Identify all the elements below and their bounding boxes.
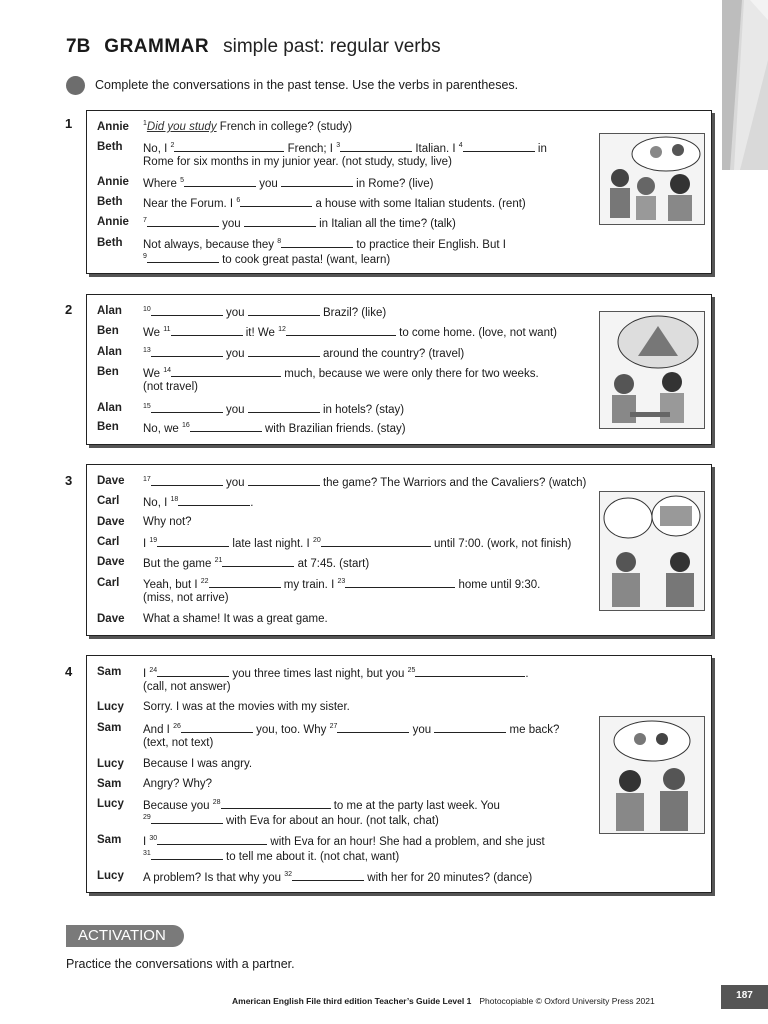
dialogue-line: Lucy Sorry. I was at the movies with my sister. (97, 701, 350, 713)
answer-blank[interactable] (321, 535, 431, 547)
illustration-brazil-trip (599, 311, 705, 429)
answer-blank[interactable] (209, 576, 281, 588)
footer (232, 996, 655, 1006)
answer-blank[interactable] (171, 365, 281, 377)
footer-book-title: American English File third edition Teacher’s Guide Level 1 (232, 996, 472, 1006)
activation-label: ACTIVATION (66, 925, 184, 947)
answer-blank[interactable] (151, 304, 223, 316)
answer-blank[interactable] (248, 345, 320, 357)
dialogue-line: Sam I $^{30}$ with Eva for an hour! She had a problem, and she just (97, 834, 545, 848)
footer-copyright: Photocopiable © Oxford University Press 2021 (479, 996, 655, 1006)
answer-blank[interactable] (147, 215, 219, 227)
answer-blank[interactable] (415, 665, 525, 677)
answer-blank[interactable] (281, 175, 353, 187)
dialogue-line: Sam And I $^{26}$ you, too. Why $^{27}$ you me back? (97, 722, 560, 736)
answer-blank[interactable] (222, 555, 294, 567)
conversation-box-1 (86, 110, 712, 274)
answer-blank[interactable] (184, 175, 256, 187)
corner-decoration (722, 0, 768, 170)
answer-blank[interactable] (286, 324, 396, 336)
dialogue-line: Beth Near the Forum. I $^6$ a house with some Italian students. (rent) (97, 196, 526, 210)
example-answer: Did you study (146, 121, 217, 133)
dialogue-line: Dave What a shame! It was a great game. (97, 613, 328, 625)
page-title (66, 36, 441, 58)
section-label: GRAMMAR (104, 36, 210, 57)
dialogue-line: Annie $^7$ you in Italian all the time? (talk) (97, 216, 456, 230)
dialogue-line: $^{29}$ with Eva for about an hour. (not talk, chat) (143, 814, 439, 827)
illustration-couple-argument (599, 716, 705, 834)
dialogue-line: (miss, not arrive) (143, 592, 229, 604)
answer-blank[interactable] (434, 721, 506, 733)
answer-blank[interactable] (221, 797, 331, 809)
unit-code: 7B (66, 36, 91, 57)
dialogue-line: Alan $^{13}$ you around the country? (travel) (97, 346, 465, 360)
dialogue-line: Lucy Because I was angry. (97, 758, 253, 770)
dialogue-line: Carl No, I $^{18}$ . (97, 495, 254, 509)
dialogue-line: Rome for six months in my junior year. (not study, study, live) (143, 156, 452, 168)
section-number: 3 (65, 473, 73, 488)
dialogue-line: $^{31}$ to tell me about it. (not chat, want) (143, 850, 400, 863)
conversation-box-4 (86, 655, 712, 893)
dialogue-line: Dave But the game $^{21}$ at 7:45. (start) (97, 556, 370, 570)
dialogue-line: Dave Why not? (97, 516, 192, 528)
answer-blank[interactable] (244, 215, 316, 227)
answer-blank[interactable] (178, 494, 250, 506)
dialogue-line: Lucy A problem? Is that why you $^{32}$ with her for 20 minutes? (dance) (97, 870, 533, 884)
bullet-icon (66, 76, 85, 95)
dialogue-line: Ben No, we $^{16}$ with Brazilian friends. (stay) (97, 421, 406, 435)
topic-title: simple past: regular verbs (223, 36, 441, 57)
answer-blank[interactable] (345, 576, 455, 588)
conversation-box-2 (86, 294, 712, 445)
dialogue-line: $^9$ to cook great pasta! (want, learn) (143, 253, 391, 266)
dialogue-line: Alan $^{15}$ you in hotels? (stay) (97, 402, 405, 416)
dialogue-line: Lucy Because you $^{28}$ to me at the party last week. You (97, 798, 500, 812)
dialogue-line: Carl Yeah, but I $^{22}$ my train. I $^{23}$ home until 9:30. (97, 577, 541, 591)
answer-blank[interactable] (157, 535, 229, 547)
answer-blank[interactable] (147, 251, 219, 263)
answer-blank[interactable] (151, 848, 223, 860)
dialogue-line: Annie $^1$Did you study French in college? (study) (97, 120, 353, 133)
answer-blank[interactable] (337, 721, 409, 733)
section-number: 2 (65, 302, 73, 317)
answer-blank[interactable] (151, 812, 223, 824)
answer-blank[interactable] (151, 345, 223, 357)
dialogue-line: Alan $^{10}$ you Brazil? (like) (97, 305, 387, 319)
dialogue-line: Beth Not always, because they $^8$ to practice their English. But I (97, 237, 506, 251)
answer-blank[interactable] (248, 401, 320, 413)
section-number: 4 (65, 664, 73, 679)
answer-blank[interactable] (157, 665, 229, 677)
page-number: 187 (721, 985, 768, 1009)
answer-blank[interactable] (190, 420, 262, 432)
answer-blank[interactable] (463, 140, 535, 152)
dialogue-line: Ben We $^{11}$ it! We $^{12}$ to come home. (love, not want) (97, 325, 558, 339)
answer-blank[interactable] (292, 869, 364, 881)
answer-blank[interactable] (151, 401, 223, 413)
dialogue-line: Sam I $^{24}$ you three times last night, but you $^{25}$ . (97, 666, 529, 680)
dialogue-line: (text, not text) (143, 737, 214, 749)
illustration-phone-call (599, 491, 705, 611)
dialogue-line: Annie Where $^5$ you in Rome? (live) (97, 176, 434, 190)
dialogue-line: (call, not answer) (143, 681, 231, 693)
dialogue-line: Dave $^{17}$ you the game? The Warriors and the Cavaliers? (watch) (97, 475, 587, 489)
instruction (66, 76, 518, 95)
dialogue-line: Ben We $^{14}$ much, because we were only there for two weeks. (97, 366, 539, 380)
answer-blank[interactable] (248, 474, 320, 486)
answer-blank[interactable] (248, 304, 320, 316)
dialogue-line: Sam Angry? Why? (97, 778, 213, 790)
conversation-box-3 (86, 464, 712, 636)
answer-blank[interactable] (157, 833, 267, 845)
answer-blank[interactable] (340, 140, 412, 152)
answer-blank[interactable] (171, 324, 243, 336)
dialogue-line: (not travel) (143, 381, 198, 393)
answer-blank[interactable] (240, 195, 312, 207)
answer-blank[interactable] (281, 236, 353, 248)
dialogue-line: Beth No, I $^2$ French; I $^3$ Italian. I $^4$ in (97, 141, 547, 155)
instruction-text: Complete the conversations in the past tense. Use the verbs in parentheses. (95, 77, 519, 92)
answer-blank[interactable] (174, 140, 284, 152)
answer-blank[interactable] (151, 474, 223, 486)
dialogue-line: Carl I $^{19}$ late last night. I $^{20}$ until 7:00. (work, not finish) (97, 536, 572, 550)
answer-blank[interactable] (181, 721, 253, 733)
section-number: 1 (65, 116, 73, 131)
illustration-friends-eating (599, 133, 705, 225)
activation-text: Practice the conversations with a partner. (66, 957, 295, 971)
